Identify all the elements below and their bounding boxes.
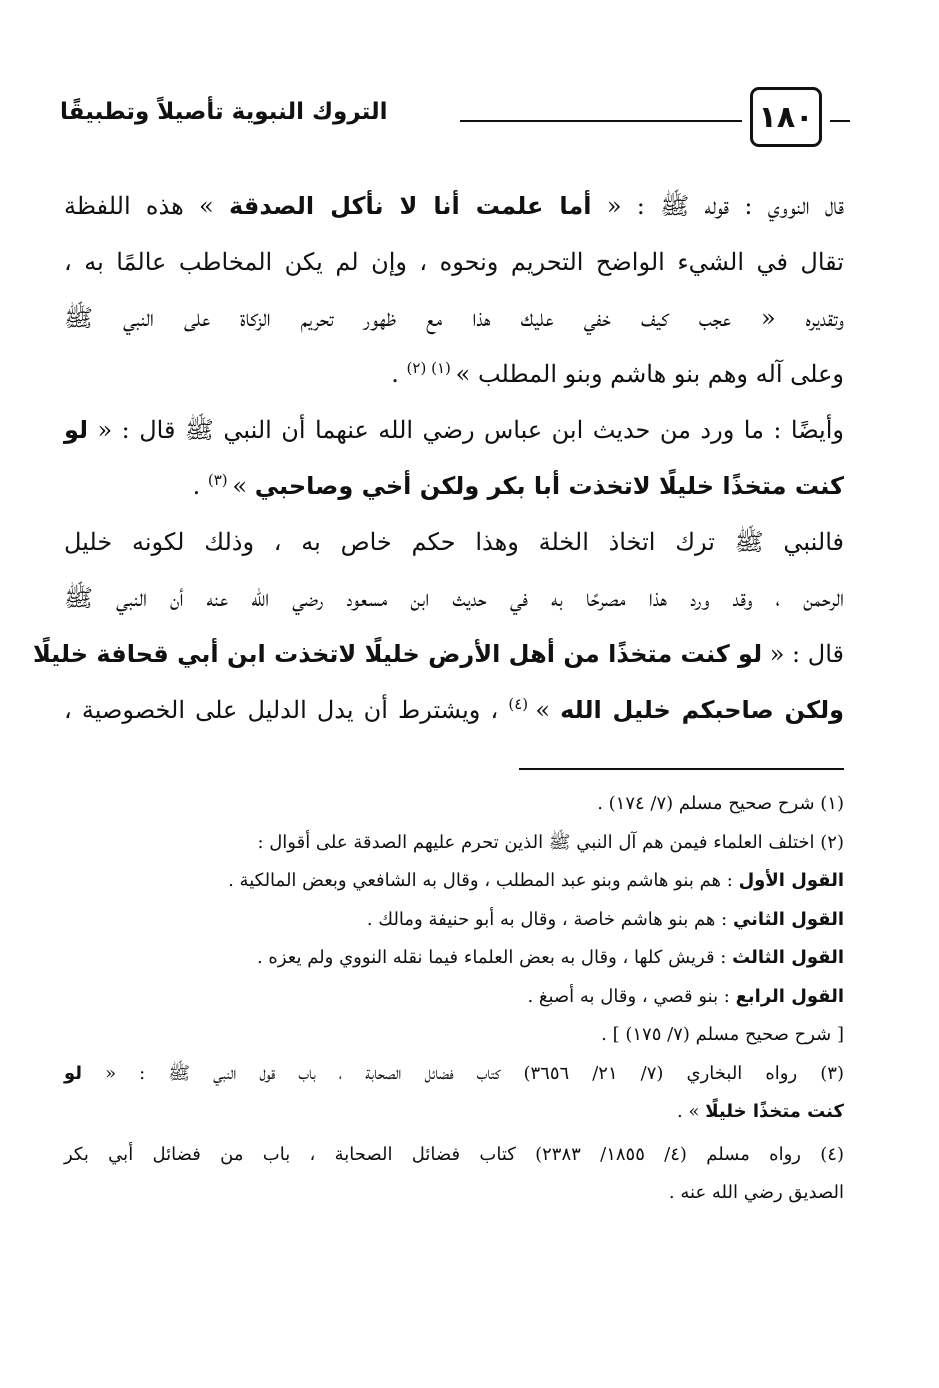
page-header [60,85,850,157]
opinion-label: القول الرابع [735,985,844,1007]
opinion-text: : هم بنو هاشم وبنو عبد المطلب ، وقال به الشافعي وبعض المالكية . [228,870,739,891]
opinion-text: : بنو قصي ، وقال به أصبغ . [527,985,736,1007]
text-line [64,458,844,514]
text-line: تقال في الشيء الواضح التحريم ونحوه ، وإن لم يكن المخاطب عالمًا به ، [64,248,844,276]
text-line [32,626,844,682]
text-span: قال النووي : قوله ﷺ : « [591,192,844,220]
footnote-1: (١) شرح صحيح مسلم (٧/ ١٧٤) . [597,793,844,814]
footnote-ref: (٣) [207,471,233,489]
footnote-3 [64,1055,844,1094]
footnote-ref: (١) (٢) [406,359,456,377]
text-line [64,346,844,402]
running-title: التروك النبوية تأصيلاً وتطبيقًا [60,99,388,125]
text-span: ، ويشترط أن يدل الدليل على الخصوصية ، [64,696,509,724]
text-line [64,402,844,458]
text-line [64,178,844,234]
text-span: » هذه اللفظة [64,192,230,220]
footnote-2: (٢) اختلف العلماء فيمن هم آل النبي ﷺ الذين تحرم عليهم الصدقة على أقوال : [257,831,844,853]
paragraph-2 [64,402,844,514]
opinion-text: : قريش كلها ، وقال به بعض العلماء فيما نقله النووي ولم يعزه . [256,947,733,968]
footnote-ref: (٤) [508,695,536,713]
header-rule-right [830,120,850,122]
footnotes [64,785,844,1213]
footnote-4-cont: الصديق رضي الله عنه . [668,1182,844,1203]
opinion-label: القول الأول [738,870,844,891]
quote-bold: كنت متخذًا خليلًا لاتخذت أبا بكر ولكن أخي وصاحبي [254,472,844,500]
footnote-2-opinion-3 [64,939,844,978]
header-rule-middle [460,120,742,122]
quote-bold: أما علمت أنا لا نأكل الصدقة [229,192,592,220]
text-line: فالنبي ﷺ ترك اتخاذ الخلة وهذا حكم خاص به ، وذلك لكونه خليل [64,528,844,556]
text-span: قال : « [762,640,844,668]
paragraph-1 [64,178,844,402]
main-text [32,178,845,738]
footnote-4: (٤) رواه مسلم (٤/ ١٨٥٥/ ٢٣٨٣) كتاب فضائل الصحابة ، باب من فضائل أبي بكر [64,1143,844,1165]
footnote-2-source: [ شرح صحيح مسلم (٧/ ١٧٥) ] . [601,1024,844,1045]
text-span: وأيضًا : ما ورد من حديث ابن عباس رضي الله عنهما أن النبي ﷺ قال : « [88,416,844,444]
text-span: . [391,360,407,388]
opinion-label: القول الثالث [732,947,844,968]
text-span: » [232,472,255,500]
text-line: الرحمن ، وقد ورد هذا مصرحًا به في حديث ابن مسعود رضي الله عنه أن النبي ﷺ [64,584,844,612]
paragraph-3 [32,514,845,738]
text-line: وتقديره « عجب كيف خفي عليك هذا مع ظهور تحريم الزكاة على النبي ﷺ [64,304,844,332]
text-span: . [192,472,208,500]
opinion-label: القول الثاني [732,908,844,930]
quote-bold: ولكن صاحبكم خليل الله [560,696,845,724]
text-span: وعلى آله وهم بنو هاشم وبنو المطلب » [455,360,844,388]
quote-bold: لو [64,1062,83,1084]
quote-bold: لو [64,416,89,444]
text-line [64,682,844,738]
text-span: » . [677,1101,706,1122]
text-span: (٣) رواه البخاري (٧/ ٢١/ ٣٦٥٦) كتاب فضائل الصحابة ، باب قول النبي ﷺ : « [82,1062,844,1084]
opinion-text: : هم بنو هاشم خاصة ، وقال به أبو حنيفة ومالك . [366,908,733,930]
quote-bold: لو كنت متخذًا من أهل الأرض خليلًا لاتخذت ابن أبي قحافة خليلًا [32,640,763,668]
text-span: » [535,696,561,724]
footnote-2-opinion-1 [64,862,844,901]
footnote-2-opinion-4 [64,978,844,1017]
footnote-separator [519,768,844,770]
footnote-3-cont [64,1093,844,1132]
page-number: ١٨٠ [750,87,822,147]
quote-bold: كنت متخذًا خليلًا [705,1101,844,1122]
footnote-2-opinion-2 [64,901,844,940]
